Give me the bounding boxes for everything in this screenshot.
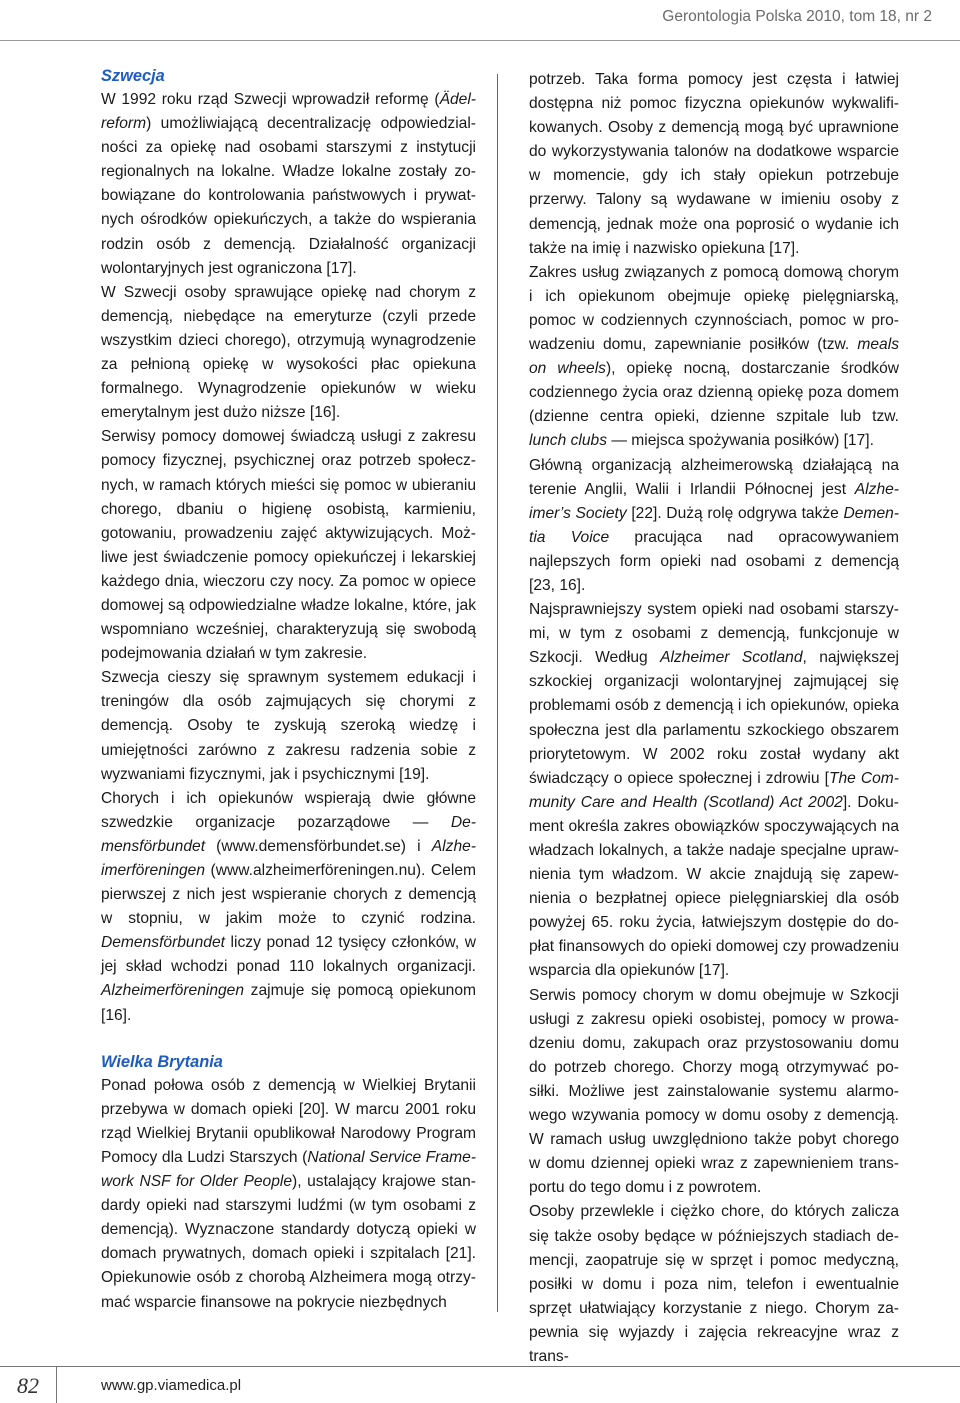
page-header [0,0,960,41]
section-heading-sweden: Szwecja [101,67,165,85]
page-number: 82 [17,1373,39,1398]
paragraph: Najsprawniejszy system opieki nad osobami starszymi, w tym z osobami z demencją, funkcjonuje w Szkocji. Według Alzheimer Scotland, największej szkockiej organizacji wolontaryjnej zajmującej się problemami osób z demencją i ich opiekunów, opieka społeczna jest dla parlamentu szkockiego obszarem priorytetowym. W 2002 roku został wydany akt świadczący o opiece społecznej i zdrowiu [The Community Care and Health (Scotland) Act 2002]. Dokument określa zakres obowiązków spoczywających na władzach lokalnych, a także nadaje specjalne uprawnienia tym władzom. W akcie znajdują się zapewnienia o bezpłatnej opiece pielęgniarskiej dla osób powyżej 65. roku życia, łatwiejszym dostępie do dopłat finansowych do opieki domowej czy prowadzeniu wsparcia dla opiekunów [17]. [529,601,899,980]
paragraph: Główną organizacją alzheimerowską działającą na terenie Anglii, Walii i Irlandii Północnej jest Alzheimer’s Society [22]. Dużą rolę odgrywa także Dementia Voice pracująca nad opracowywaniem najlepszych form opieki nad osobami z demencją [23, 16]. [529,456,899,594]
column-divider [497,74,498,1312]
journal-title: Gerontologia Polska 2010, tom 18, nr 2 [662,8,932,25]
paragraph: Chorych i ich opiekunów wspierają dwie główne szwedzkie organizacje pozarządowe — Demensförbundet (www.demensförbundet.se) i Alzheimerföreningen (www.alzheimerföreningen.nu). Celem pierwszej z nich jest wspieranie chorych z demencją w stopniu, w jakim może to czynić rodzina. Demensförbundet liczy ponad 12 tysięcy członków, w jej skład wchodzi ponad 110 lokalnych organizacji. Alzheimerföreningen zajmuje się pomocą opiekunom [16]. [101,789,476,1024]
paragraph: W 1992 roku rząd Szwecji wprowadził reformę (Ädelreform) umożliwiającą decentralizację odpowiedzialności za opiekę nad osobami starszymi z instytucji regionalnych na lokalne. Władze lokalne zostały zobowiązane do kontrolowania państwowych i prywatnych ośrodków opiekuńczych, a także do wspierania rodzin osób z demencją. Działalność organizacji wolontaryjnych jest ograniczona [17]. [101,91,476,277]
paragraph: Serwis pomocy chorym w domu obejmuje w Szkocji usługi z zakresu opieki osobistej, pomocy w prowadzeniu domu, zakupach oraz przystosowaniu domu do potrzeb chorego. Chorzy mogą otrzymywać posiłki. Możliwe jest zainstalowanie systemu alarmowego wzywania pomocy w domu osoby z demencją. W ramach usług uwzględniono także pobyt chorego w domu dziennej opieki wraz z zapewnieniem transportu do tego domu i z powrotem. [529,986,899,1197]
paragraph: Szwecja cieszy się sprawnym systemem edukacji i treningów dla osób zajmujących się chorymi z demencją. Osoby te zyskują szeroką wiedzę i umiejętności zarówno z zakresu radzenia sobie z wyzwaniami fizycznymi, jak i psychicznymi [19]. [101,669,476,783]
footer-website: www.gp.viamedica.pl [101,1377,242,1394]
paragraph: Zakres usług związanych z pomocą domową chorym i ich opiekunom obejmuje opiekę pielęgniarską, pomoc w codziennych czynnościach, pomoc w prowadzeniu domu, zapewnianie posiłków (tzw. meals on wheels), opiekę nocną, dostarczanie środków codziennego życia oraz dzienną opiekę poza domem (dzienne centra opieki, dzienne szpitale lub tzw. lunch clubs — miejsca spożywania posiłków) [17]. [529,263,899,450]
paragraph: Serwisy pomocy domowej świadczą usługi z zakresu pomocy fizycznej, psychicznej oraz potrzeb społecznych, w ramach których mieści się pomoc w ubieraniu chorego, dbaniu o higienę osobistą, karmieniu, gotowaniu, prowadzeniu zajęć aktywizujących. Możliwe jest świadczenie pomocy opiekuńczej i lekarskiej każdego dnia, wieczoru czy nocy. Za pomoc w opiece domowej są odpowiedzialne władze lokalne, które, jak wspomniano wcześniej, charakteryzują się swobodą podejmowania działań w tym zakresie. [101,428,476,663]
left-column [101,64,476,1315]
footer-rule [0,1366,960,1367]
paragraph: W Szwecji osoby sprawujące opiekę nad chorym z demencją, niebędące na emeryturze (czyli przede wszystkim dzieci chorego), otrzymują wynagrodzenie za pełnioną opiekę w wysokości płac opiekuna formalnego. Wynagrodzenie opiekunów w wieku emerytalnym jest dużo niższe [16]. [101,283,476,422]
paragraph: Osoby przewlekle i ciężko chore, do których zalicza się także osoby będące w późniejszych stadiach demencji, zaopatruje się w sprzęt i pomoc medyczną, posiłki w domu i poza nim, telefon i ewentualnie sprzęt ułatwiający korzystanie z niego. Chorym zapewnia się wyjazdy i zajęcia rekreacyjne wraz z trans- [529,1203,899,1365]
paragraph: potrzeb. Taka forma pomocy jest częsta i łatwiej dostępna niż pomoc fizyczna opiekunów wykwalifikowanych. Osoby z demencją mogą być uprawnione do wykorzystywania talonów na dodatkowe wsparcie w momencie, gdy ich stały opiekun potrzebuje przerwy. Talony są wydawane w imieniu osoby z demencją, jednak może ona poprosić o wydanie ich także na imię i nazwisko opiekuna [17]. [529,71,899,257]
paragraph: Ponad połowa osób z demencją w Wielkiej Brytanii przebywa w domach opieki [20]. W marcu 2001 roku rząd Wielkiej Brytanii opublikował Narodowy Program Pomocy dla Ludzi Starszych (National Service Framework NSF for Older People), ustalający krajowe standardy opieki nad starszymi ludźmi (w tym osobami z demencją). Wyznaczone standardy dotyczą opieki w domach prywatnych, domach opieki i szpitalach [21]. Opiekunowie osób z chorobą Alzheimera mogą otrzymać wsparcie finansowe na pokrycie niezbędnych [101,1076,476,1311]
right-column [529,68,899,1369]
section-heading-uk: Wielka Brytania [101,1052,223,1071]
